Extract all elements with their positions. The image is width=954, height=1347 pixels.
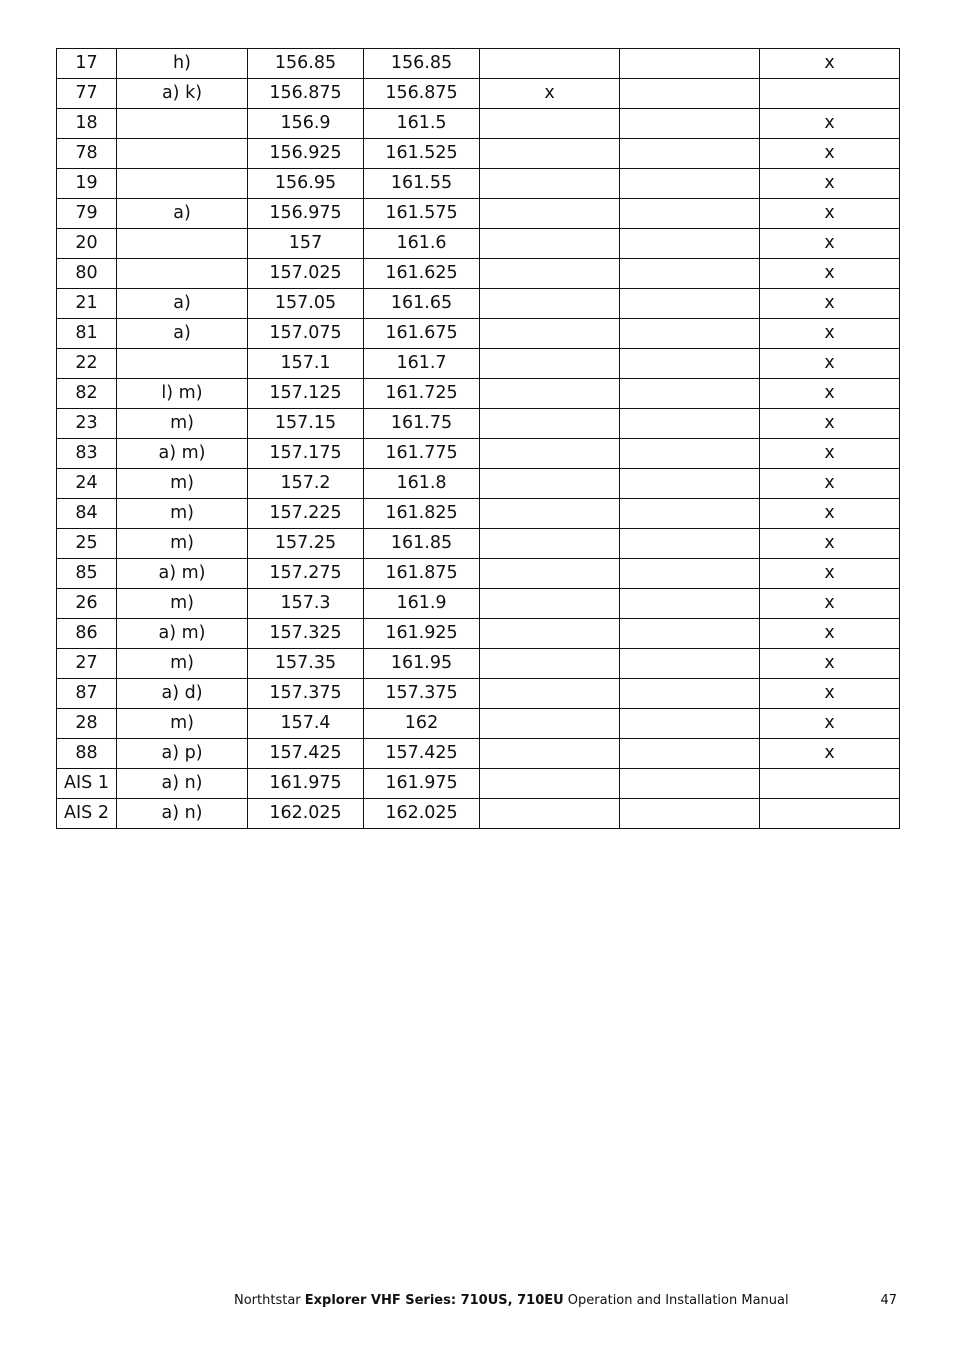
col5-cell bbox=[480, 529, 620, 559]
notes-cell: m) bbox=[117, 529, 248, 559]
col6-cell bbox=[620, 499, 760, 529]
table-row bbox=[57, 499, 900, 529]
channel-table bbox=[56, 48, 900, 829]
col7-cell: x bbox=[760, 199, 900, 229]
notes-cell bbox=[117, 349, 248, 379]
table-row bbox=[57, 799, 900, 829]
col7-cell: x bbox=[760, 409, 900, 439]
notes-cell: h) bbox=[117, 49, 248, 79]
col5-cell bbox=[480, 109, 620, 139]
channel-cell: 23 bbox=[57, 409, 117, 439]
col6-cell bbox=[620, 259, 760, 289]
rx-frequency-cell: 162.025 bbox=[364, 799, 480, 829]
tx-frequency-cell: 157.1 bbox=[248, 349, 364, 379]
col5-cell bbox=[480, 769, 620, 799]
table-row bbox=[57, 649, 900, 679]
tx-frequency-cell: 157.125 bbox=[248, 379, 364, 409]
rx-frequency-cell: 161.95 bbox=[364, 649, 480, 679]
rx-frequency-cell: 162 bbox=[364, 709, 480, 739]
col7-cell: x bbox=[760, 499, 900, 529]
tx-frequency-cell: 157.25 bbox=[248, 529, 364, 559]
col7-cell: x bbox=[760, 559, 900, 589]
col6-cell bbox=[620, 799, 760, 829]
col5-cell bbox=[480, 649, 620, 679]
channel-cell: 80 bbox=[57, 259, 117, 289]
channel-cell: 21 bbox=[57, 289, 117, 319]
table-row bbox=[57, 589, 900, 619]
tx-frequency-cell: 156.9 bbox=[248, 109, 364, 139]
table-row bbox=[57, 199, 900, 229]
col7-cell: x bbox=[760, 259, 900, 289]
rx-frequency-cell: 157.375 bbox=[364, 679, 480, 709]
table-row bbox=[57, 559, 900, 589]
table-row bbox=[57, 139, 900, 169]
rx-frequency-cell: 161.675 bbox=[364, 319, 480, 349]
notes-cell: a) m) bbox=[117, 619, 248, 649]
col6-cell bbox=[620, 169, 760, 199]
col6-cell bbox=[620, 289, 760, 319]
col5-cell bbox=[480, 499, 620, 529]
col6-cell bbox=[620, 409, 760, 439]
table-row bbox=[57, 109, 900, 139]
notes-cell: a) bbox=[117, 199, 248, 229]
col7-cell: x bbox=[760, 229, 900, 259]
table-row bbox=[57, 739, 900, 769]
rx-frequency-cell: 161.8 bbox=[364, 469, 480, 499]
tx-frequency-cell: 157.4 bbox=[248, 709, 364, 739]
col7-cell: x bbox=[760, 109, 900, 139]
notes-cell: m) bbox=[117, 469, 248, 499]
channel-cell: AIS 1 bbox=[57, 769, 117, 799]
channel-cell: 19 bbox=[57, 169, 117, 199]
footer-prefix: Northtstar bbox=[234, 1293, 305, 1308]
col5-cell bbox=[480, 439, 620, 469]
tx-frequency-cell: 157.05 bbox=[248, 289, 364, 319]
col7-cell: x bbox=[760, 319, 900, 349]
col7-cell: x bbox=[760, 349, 900, 379]
page-number: 47 bbox=[880, 1293, 897, 1308]
rx-frequency-cell: 161.975 bbox=[364, 769, 480, 799]
col7-cell: x bbox=[760, 529, 900, 559]
col7-cell: x bbox=[760, 709, 900, 739]
col5-cell bbox=[480, 469, 620, 499]
tx-frequency-cell: 157.225 bbox=[248, 499, 364, 529]
col7-cell: x bbox=[760, 619, 900, 649]
tx-frequency-cell: 157.375 bbox=[248, 679, 364, 709]
col5-cell bbox=[480, 199, 620, 229]
col6-cell bbox=[620, 769, 760, 799]
table-row bbox=[57, 259, 900, 289]
channel-cell: 22 bbox=[57, 349, 117, 379]
notes-cell: m) bbox=[117, 499, 248, 529]
notes-cell bbox=[117, 109, 248, 139]
rx-frequency-cell: 161.625 bbox=[364, 259, 480, 289]
channel-cell: 82 bbox=[57, 379, 117, 409]
col6-cell bbox=[620, 109, 760, 139]
col5-cell bbox=[480, 49, 620, 79]
col7-cell: x bbox=[760, 739, 900, 769]
channel-cell: 86 bbox=[57, 619, 117, 649]
notes-cell: l) m) bbox=[117, 379, 248, 409]
notes-cell: m) bbox=[117, 589, 248, 619]
col5-cell bbox=[480, 679, 620, 709]
table-row bbox=[57, 439, 900, 469]
channel-cell: 26 bbox=[57, 589, 117, 619]
rx-frequency-cell: 161.9 bbox=[364, 589, 480, 619]
col5-cell bbox=[480, 559, 620, 589]
rx-frequency-cell: 161.85 bbox=[364, 529, 480, 559]
table-row bbox=[57, 379, 900, 409]
col6-cell bbox=[620, 379, 760, 409]
rx-frequency-cell: 161.825 bbox=[364, 499, 480, 529]
tx-frequency-cell: 157.175 bbox=[248, 439, 364, 469]
col7-cell bbox=[760, 79, 900, 109]
table-row bbox=[57, 79, 900, 109]
tx-frequency-cell: 157.325 bbox=[248, 619, 364, 649]
tx-frequency-cell: 157.35 bbox=[248, 649, 364, 679]
channel-cell: 27 bbox=[57, 649, 117, 679]
table-row bbox=[57, 319, 900, 349]
notes-cell: a) m) bbox=[117, 439, 248, 469]
notes-cell: a) k) bbox=[117, 79, 248, 109]
col6-cell bbox=[620, 439, 760, 469]
rx-frequency-cell: 161.525 bbox=[364, 139, 480, 169]
col6-cell bbox=[620, 649, 760, 679]
rx-frequency-cell: 156.85 bbox=[364, 49, 480, 79]
notes-cell: m) bbox=[117, 649, 248, 679]
notes-cell bbox=[117, 229, 248, 259]
notes-cell: a) d) bbox=[117, 679, 248, 709]
footer-suffix: Operation and Installation Manual bbox=[563, 1293, 789, 1308]
page-footer bbox=[234, 1293, 789, 1308]
col7-cell bbox=[760, 769, 900, 799]
col5-cell bbox=[480, 139, 620, 169]
col6-cell bbox=[620, 139, 760, 169]
table-row bbox=[57, 229, 900, 259]
col6-cell bbox=[620, 229, 760, 259]
col7-cell: x bbox=[760, 379, 900, 409]
tx-frequency-cell: 157.025 bbox=[248, 259, 364, 289]
notes-cell: a) bbox=[117, 319, 248, 349]
rx-frequency-cell: 161.725 bbox=[364, 379, 480, 409]
table-row bbox=[57, 169, 900, 199]
col5-cell bbox=[480, 169, 620, 199]
col7-cell: x bbox=[760, 139, 900, 169]
col6-cell bbox=[620, 619, 760, 649]
channel-cell: AIS 2 bbox=[57, 799, 117, 829]
col5-cell bbox=[480, 619, 620, 649]
notes-cell: a) m) bbox=[117, 559, 248, 589]
table-row bbox=[57, 769, 900, 799]
channel-cell: 84 bbox=[57, 499, 117, 529]
col7-cell: x bbox=[760, 289, 900, 319]
table-row bbox=[57, 529, 900, 559]
col6-cell bbox=[620, 529, 760, 559]
col6-cell bbox=[620, 199, 760, 229]
rx-frequency-cell: 161.75 bbox=[364, 409, 480, 439]
notes-cell: a) n) bbox=[117, 769, 248, 799]
channel-cell: 20 bbox=[57, 229, 117, 259]
tx-frequency-cell: 157.275 bbox=[248, 559, 364, 589]
channel-cell: 87 bbox=[57, 679, 117, 709]
col6-cell bbox=[620, 49, 760, 79]
col5-cell bbox=[480, 349, 620, 379]
table-row bbox=[57, 289, 900, 319]
col5-cell: x bbox=[480, 79, 620, 109]
col7-cell: x bbox=[760, 589, 900, 619]
tx-frequency-cell: 157.15 bbox=[248, 409, 364, 439]
channel-cell: 85 bbox=[57, 559, 117, 589]
col6-cell bbox=[620, 79, 760, 109]
tx-frequency-cell: 157.3 bbox=[248, 589, 364, 619]
rx-frequency-cell: 161.575 bbox=[364, 199, 480, 229]
rx-frequency-cell: 161.65 bbox=[364, 289, 480, 319]
rx-frequency-cell: 161.6 bbox=[364, 229, 480, 259]
col5-cell bbox=[480, 259, 620, 289]
channel-cell: 88 bbox=[57, 739, 117, 769]
tx-frequency-cell: 156.95 bbox=[248, 169, 364, 199]
channel-cell: 24 bbox=[57, 469, 117, 499]
channel-cell: 81 bbox=[57, 319, 117, 349]
table-row bbox=[57, 49, 900, 79]
rx-frequency-cell: 161.925 bbox=[364, 619, 480, 649]
tx-frequency-cell: 161.975 bbox=[248, 769, 364, 799]
col6-cell bbox=[620, 469, 760, 499]
col5-cell bbox=[480, 739, 620, 769]
notes-cell: m) bbox=[117, 709, 248, 739]
tx-frequency-cell: 157 bbox=[248, 229, 364, 259]
channel-cell: 18 bbox=[57, 109, 117, 139]
rx-frequency-cell: 161.55 bbox=[364, 169, 480, 199]
col7-cell: x bbox=[760, 49, 900, 79]
footer-product-title: Explorer VHF Series: 710US, 710EU bbox=[304, 1293, 564, 1308]
col7-cell bbox=[760, 799, 900, 829]
rx-frequency-cell: 161.5 bbox=[364, 109, 480, 139]
col6-cell bbox=[620, 589, 760, 619]
notes-cell: m) bbox=[117, 409, 248, 439]
tx-frequency-cell: 157.425 bbox=[248, 739, 364, 769]
rx-frequency-cell: 161.875 bbox=[364, 559, 480, 589]
channel-cell: 28 bbox=[57, 709, 117, 739]
notes-cell: a) p) bbox=[117, 739, 248, 769]
notes-cell bbox=[117, 139, 248, 169]
col6-cell bbox=[620, 319, 760, 349]
notes-cell: a) n) bbox=[117, 799, 248, 829]
col5-cell bbox=[480, 409, 620, 439]
rx-frequency-cell: 157.425 bbox=[364, 739, 480, 769]
tx-frequency-cell: 156.85 bbox=[248, 49, 364, 79]
col5-cell bbox=[480, 709, 620, 739]
table-row bbox=[57, 679, 900, 709]
col5-cell bbox=[480, 799, 620, 829]
col7-cell: x bbox=[760, 439, 900, 469]
tx-frequency-cell: 157.2 bbox=[248, 469, 364, 499]
tx-frequency-cell: 157.075 bbox=[248, 319, 364, 349]
table-row bbox=[57, 619, 900, 649]
channel-cell: 78 bbox=[57, 139, 117, 169]
col6-cell bbox=[620, 739, 760, 769]
col6-cell bbox=[620, 559, 760, 589]
tx-frequency-cell: 162.025 bbox=[248, 799, 364, 829]
notes-cell bbox=[117, 259, 248, 289]
rx-frequency-cell: 161.775 bbox=[364, 439, 480, 469]
channel-cell: 77 bbox=[57, 79, 117, 109]
col5-cell bbox=[480, 379, 620, 409]
col7-cell: x bbox=[760, 169, 900, 199]
col5-cell bbox=[480, 319, 620, 349]
notes-cell: a) bbox=[117, 289, 248, 319]
tx-frequency-cell: 156.875 bbox=[248, 79, 364, 109]
tx-frequency-cell: 156.925 bbox=[248, 139, 364, 169]
col6-cell bbox=[620, 349, 760, 379]
table-row bbox=[57, 349, 900, 379]
col7-cell: x bbox=[760, 649, 900, 679]
channel-table-body bbox=[57, 49, 900, 829]
table-row bbox=[57, 709, 900, 739]
notes-cell bbox=[117, 169, 248, 199]
col6-cell bbox=[620, 679, 760, 709]
rx-frequency-cell: 156.875 bbox=[364, 79, 480, 109]
col7-cell: x bbox=[760, 469, 900, 499]
col6-cell bbox=[620, 709, 760, 739]
col5-cell bbox=[480, 589, 620, 619]
rx-frequency-cell: 161.7 bbox=[364, 349, 480, 379]
channel-cell: 25 bbox=[57, 529, 117, 559]
col5-cell bbox=[480, 289, 620, 319]
tx-frequency-cell: 156.975 bbox=[248, 199, 364, 229]
channel-cell: 79 bbox=[57, 199, 117, 229]
col7-cell: x bbox=[760, 679, 900, 709]
table-row bbox=[57, 469, 900, 499]
col5-cell bbox=[480, 229, 620, 259]
table-row bbox=[57, 409, 900, 439]
channel-cell: 17 bbox=[57, 49, 117, 79]
channel-cell: 83 bbox=[57, 439, 117, 469]
